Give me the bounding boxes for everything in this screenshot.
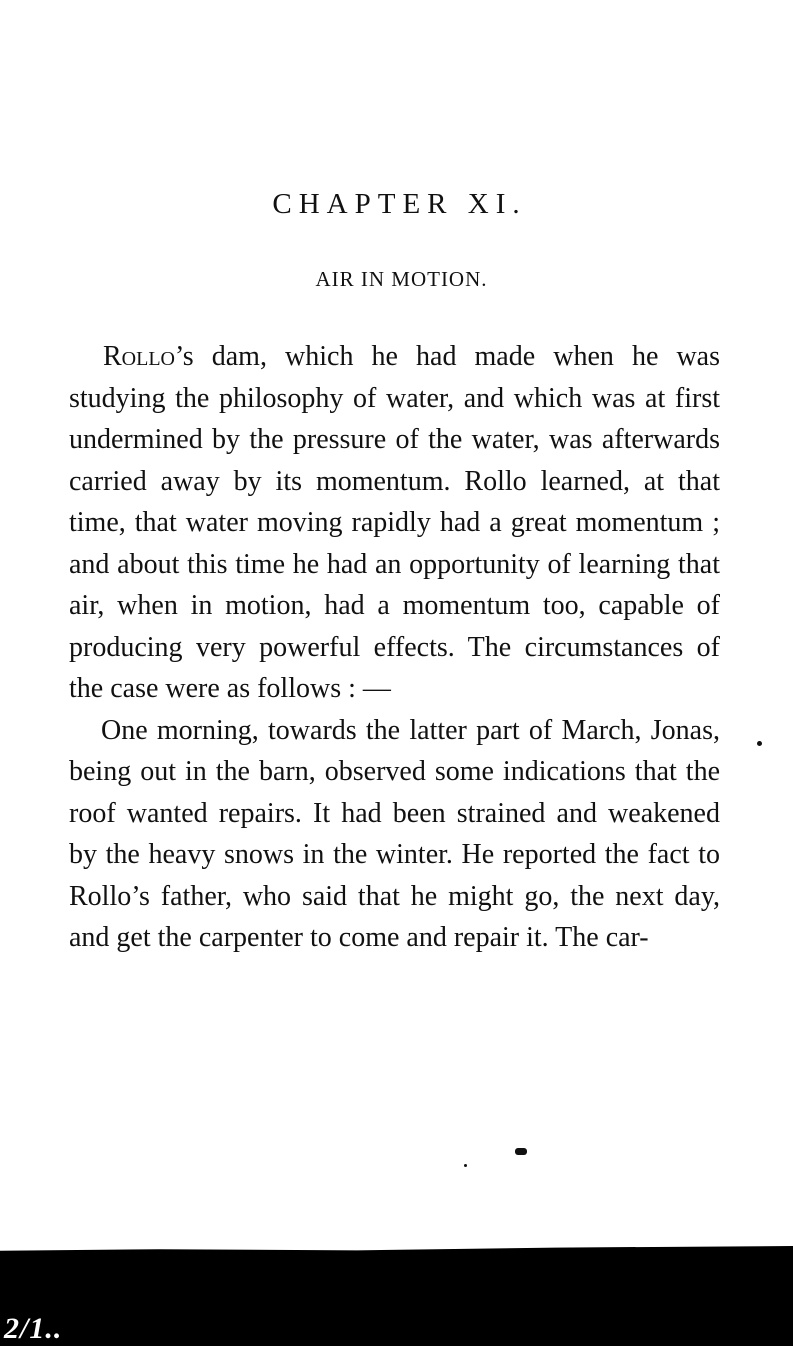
paragraph-1 bbox=[69, 336, 720, 710]
body-text bbox=[69, 336, 720, 959]
lead-word: Rollo bbox=[103, 341, 175, 372]
ink-speck bbox=[464, 1164, 467, 1167]
folio-scrap: 2/1.. bbox=[4, 1312, 63, 1345]
paragraph-1-text: ’s dam, which he had made when he was studying the philosophy of water, and which was at first undermined by the pressure of the water, was afterwards carried away by its momentum. Rollo learned, at that time, that water moving rapidly had a great momentum ; and about this time he had an opportunity of learning that air, when in motion, had a momentum too, capable of producing very powerful effects. The circumstances of the case were as follows : — bbox=[69, 341, 720, 704]
paragraph-2: One morning, towards the latter part of March, Jonas, being out in the barn, observed some indications that the roof wanted repairs. It had been strained and weakened by the heavy snows in the winter. He reported the fact to Rollo’s father, who said that he might go, the next day, and get the carpenter to come and repair it. The car- bbox=[69, 714, 720, 953]
ink-speck bbox=[757, 741, 762, 746]
scan-edge-bar bbox=[0, 1252, 793, 1346]
section-title: AIR IN MOTION. bbox=[315, 267, 488, 291]
chapter-heading: CHAPTER XI. bbox=[272, 188, 527, 220]
ink-speck bbox=[515, 1148, 527, 1155]
